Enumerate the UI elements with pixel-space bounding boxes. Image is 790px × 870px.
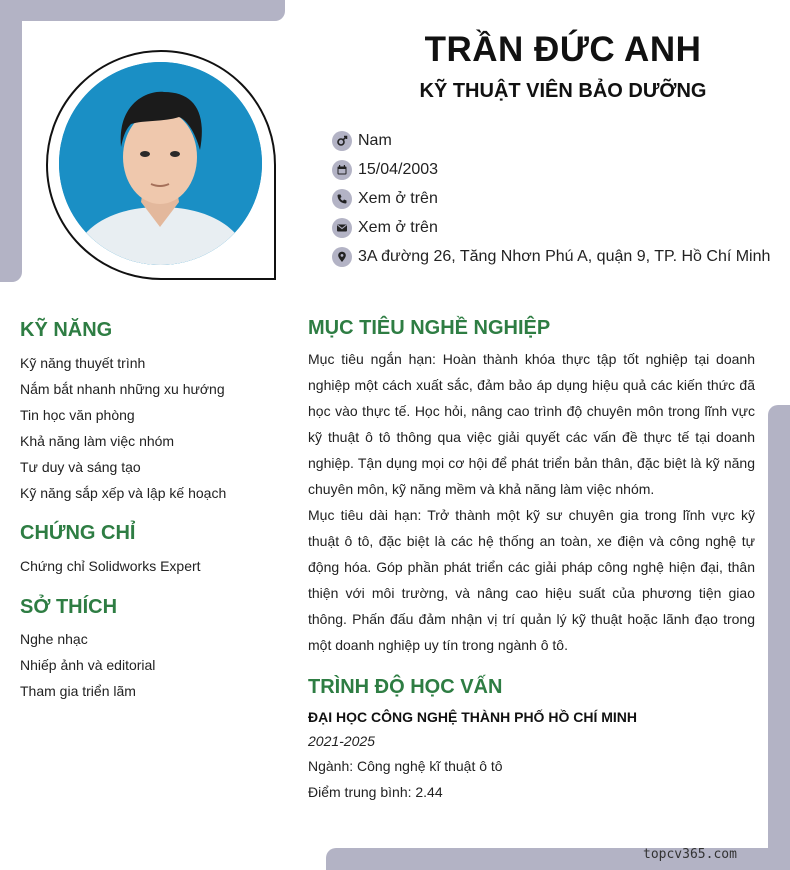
list-item: Nắm bắt nhanh những xu hướng (20, 381, 225, 397)
certificates-title: CHỨNG CHỈ (20, 522, 136, 544)
education-major: Ngành: Công nghệ kĩ thuật ô tô (308, 758, 503, 774)
contact-address (332, 246, 770, 268)
education-school: ĐẠI HỌC CÔNG NGHỆ THÀNH PHỐ HỒ CHÍ MINH (308, 709, 637, 725)
objective-long-term: Mục tiêu dài hạn: Trở thành một kỹ sư chuyên gia trong lĩnh vực kỹ thuật ô tô, đặc biệt là các hệ thống an toàn, xe điện và công nghệ tự động hóa. Góp phần phát triển các giải pháp công nghệ hiện đại, thân thiện với môi trường, và nâng cao hiệu suất của phương tiện giao thông. Phấn đấu đảm nhận vị trí quản lý kỹ thuật hoặc lãnh đạo trong một doanh nghiệp uy tín trong ngành ô tô. (308, 507, 755, 653)
list-item: Tham gia triển lãm (20, 683, 136, 699)
list-item: Kỹ năng thuyết trình (20, 355, 146, 371)
contact-gender (332, 130, 392, 152)
avatar (59, 62, 262, 265)
objective-body (308, 346, 755, 658)
decor-bar-right (768, 405, 790, 850)
skills-title: KỸ NĂNG (20, 319, 113, 341)
education-gpa: Điểm trung bình: 2.44 (308, 784, 443, 800)
hobbies-title: SỞ THÍCH (20, 596, 118, 618)
candidate-name: TRẦN ĐỨC ANH (424, 30, 702, 69)
list-item: Tin học văn phòng (20, 407, 135, 423)
contact-phone (332, 188, 438, 210)
contact-email-text: Xem ở trên (358, 219, 438, 236)
contact-email (332, 217, 438, 239)
list-item: Chứng chỉ Solidworks Expert (20, 558, 201, 574)
gender-icon (332, 131, 352, 151)
list-item: Khả năng làm việc nhóm (20, 433, 175, 449)
contact-birthday (332, 159, 438, 181)
contact-gender-text: Nam (358, 132, 392, 149)
email-icon (332, 218, 352, 238)
phone-icon (332, 189, 352, 209)
education-title: TRÌNH ĐỘ HỌC VẤN (308, 676, 503, 698)
decor-bar-top (0, 0, 285, 21)
contact-address-text: 3A đường 26, Tăng Nhơn Phú A, quận 9, TP. Hồ Chí Minh (358, 248, 771, 265)
decor-bar-left (0, 0, 22, 282)
hobbies-list (20, 626, 155, 704)
job-title: KỸ THUẬT VIÊN BẢO DƯỠNG (419, 80, 707, 102)
skills-list (20, 350, 226, 506)
location-icon (332, 247, 352, 267)
contact-phone-text: Xem ở trên (358, 190, 438, 207)
contact-birthday-text: 15/04/2003 (358, 161, 439, 178)
objective-short-term: Mục tiêu ngắn hạn: Hoàn thành khóa thực tập tốt nghiệp tại doanh nghiệp một cách xuất sắc, đảm bảo áp dụng hiệu quả các kiến thức đã học vào thực tế. Học hỏi, nâng cao trình độ chuyên môn trong lĩnh vực kỹ thuật ô tô thông qua việc giải quyết các vấn đề thực tế tại doanh nghiệp. Tận dụng mọi cơ hội để phát triển bản thân, đặc biệt là kỹ năng chuyên môn, kỹ năng mềm và khả năng làm việc nhóm. (308, 351, 755, 497)
list-item: Nghe nhạc (20, 631, 88, 647)
calendar-icon (332, 160, 352, 180)
list-item: Kỹ năng sắp xếp và lập kế hoạch (20, 485, 227, 501)
certificates-list (20, 553, 201, 579)
list-item: Nhiếp ảnh và editorial (20, 657, 156, 673)
watermark: topcv365.com (643, 847, 737, 862)
education-years: 2021-2025 (308, 733, 375, 749)
objective-title: MỤC TIÊU NGHỀ NGHIỆP (308, 317, 551, 339)
list-item: Tư duy và sáng tạo (20, 459, 141, 475)
